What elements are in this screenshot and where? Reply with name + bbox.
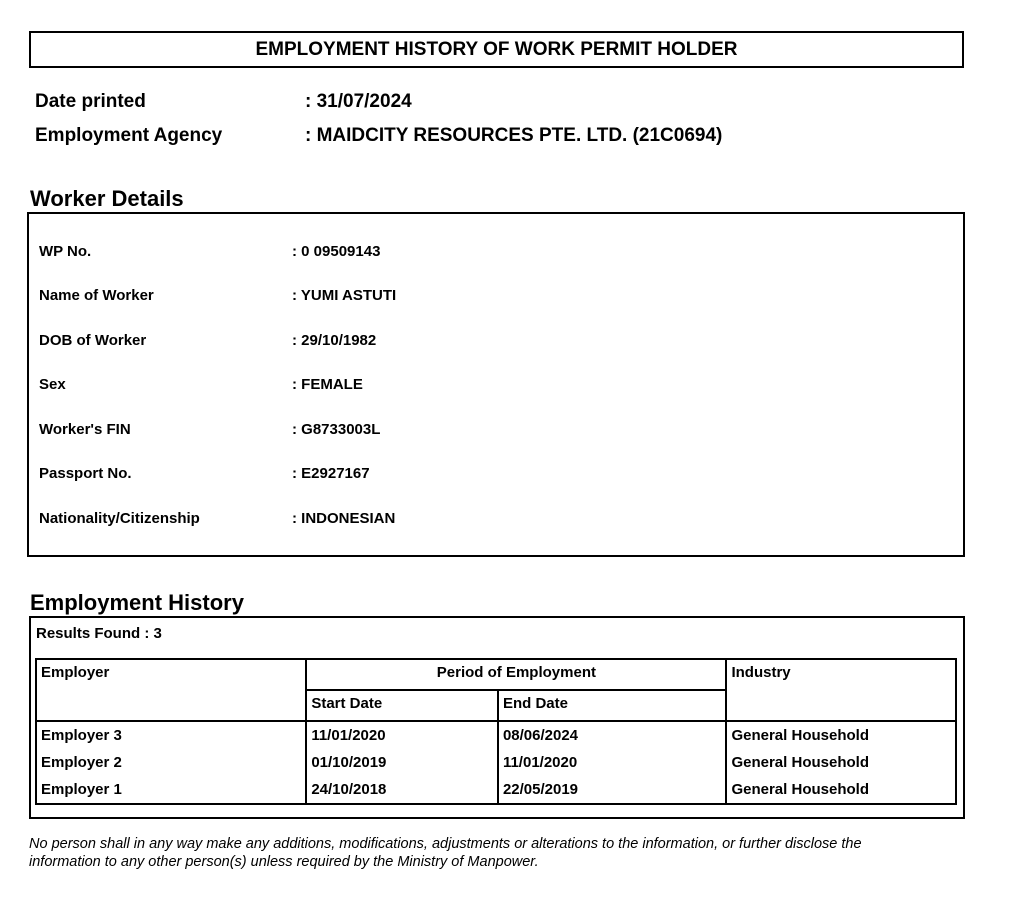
date-printed-label: Date printed <box>35 91 146 112</box>
employer-cell: Employer 1 <box>36 776 306 804</box>
industry-cell: General Household <box>726 749 956 776</box>
sex-label: Sex <box>39 376 66 393</box>
start-date-cell: 01/10/2019 <box>306 749 498 776</box>
employment-agency-value: : MAIDCITY RESOURCES PTE. LTD. (21C0694) <box>305 125 723 146</box>
end-date-cell: 22/05/2019 <box>498 776 727 804</box>
fin-value: : G8733003L <box>292 421 381 438</box>
start-date-cell: 24/10/2018 <box>306 776 498 804</box>
period-header: Period of Employment <box>306 659 726 690</box>
dob-label: DOB of Worker <box>39 332 147 349</box>
end-date-cell: 08/06/2024 <box>498 721 727 749</box>
employment-history-table <box>35 658 957 805</box>
industry-cell: General Household <box>726 776 956 804</box>
worker-details-box <box>27 212 965 557</box>
table-row <box>36 721 956 749</box>
start-date-cell: 11/01/2020 <box>306 721 498 749</box>
end-date-cell: 11/01/2020 <box>498 749 727 776</box>
dob-value: : 29/10/1982 <box>292 332 377 349</box>
employment-history-heading: Employment History <box>30 590 244 615</box>
end-date-header: End Date <box>498 690 727 721</box>
worker-details-heading: Worker Details <box>30 186 184 211</box>
results-found: Results Found : 3 <box>36 625 162 642</box>
worker-name-label: Name of Worker <box>39 287 154 304</box>
disclaimer-text: No person shall in any way make any additions, modifications, adjustments or alterations to the information, or further disclose the information to any other person(s) unless required by the Ministry of Manpower. <box>29 836 862 870</box>
industry-header: Industry <box>726 659 956 721</box>
fin-label: Worker's FIN <box>39 421 131 438</box>
table-row <box>36 776 956 804</box>
document-title: EMPLOYMENT HISTORY OF WORK PERMIT HOLDER <box>29 31 964 68</box>
employer-cell: Employer 3 <box>36 721 306 749</box>
worker-name-value: : YUMI ASTUTI <box>292 287 397 304</box>
employer-cell: Employer 2 <box>36 749 306 776</box>
date-printed-value: : 31/07/2024 <box>305 91 412 112</box>
passport-label: Passport No. <box>39 465 132 482</box>
start-date-header: Start Date <box>306 690 498 721</box>
nationality-label: Nationality/Citizenship <box>39 510 200 527</box>
wp-no-label: WP No. <box>39 243 92 260</box>
passport-value: : E2927167 <box>292 465 370 482</box>
industry-cell: General Household <box>726 721 956 749</box>
sex-value: : FEMALE <box>292 376 363 393</box>
employment-agency-label: Employment Agency <box>35 125 223 146</box>
employer-header: Employer <box>36 659 306 721</box>
table-header-row <box>36 659 956 690</box>
employment-history-box <box>29 616 965 819</box>
nationality-value: : INDONESIAN <box>292 510 396 527</box>
wp-no-value: : 0 09509143 <box>292 243 381 260</box>
table-row <box>36 749 956 776</box>
